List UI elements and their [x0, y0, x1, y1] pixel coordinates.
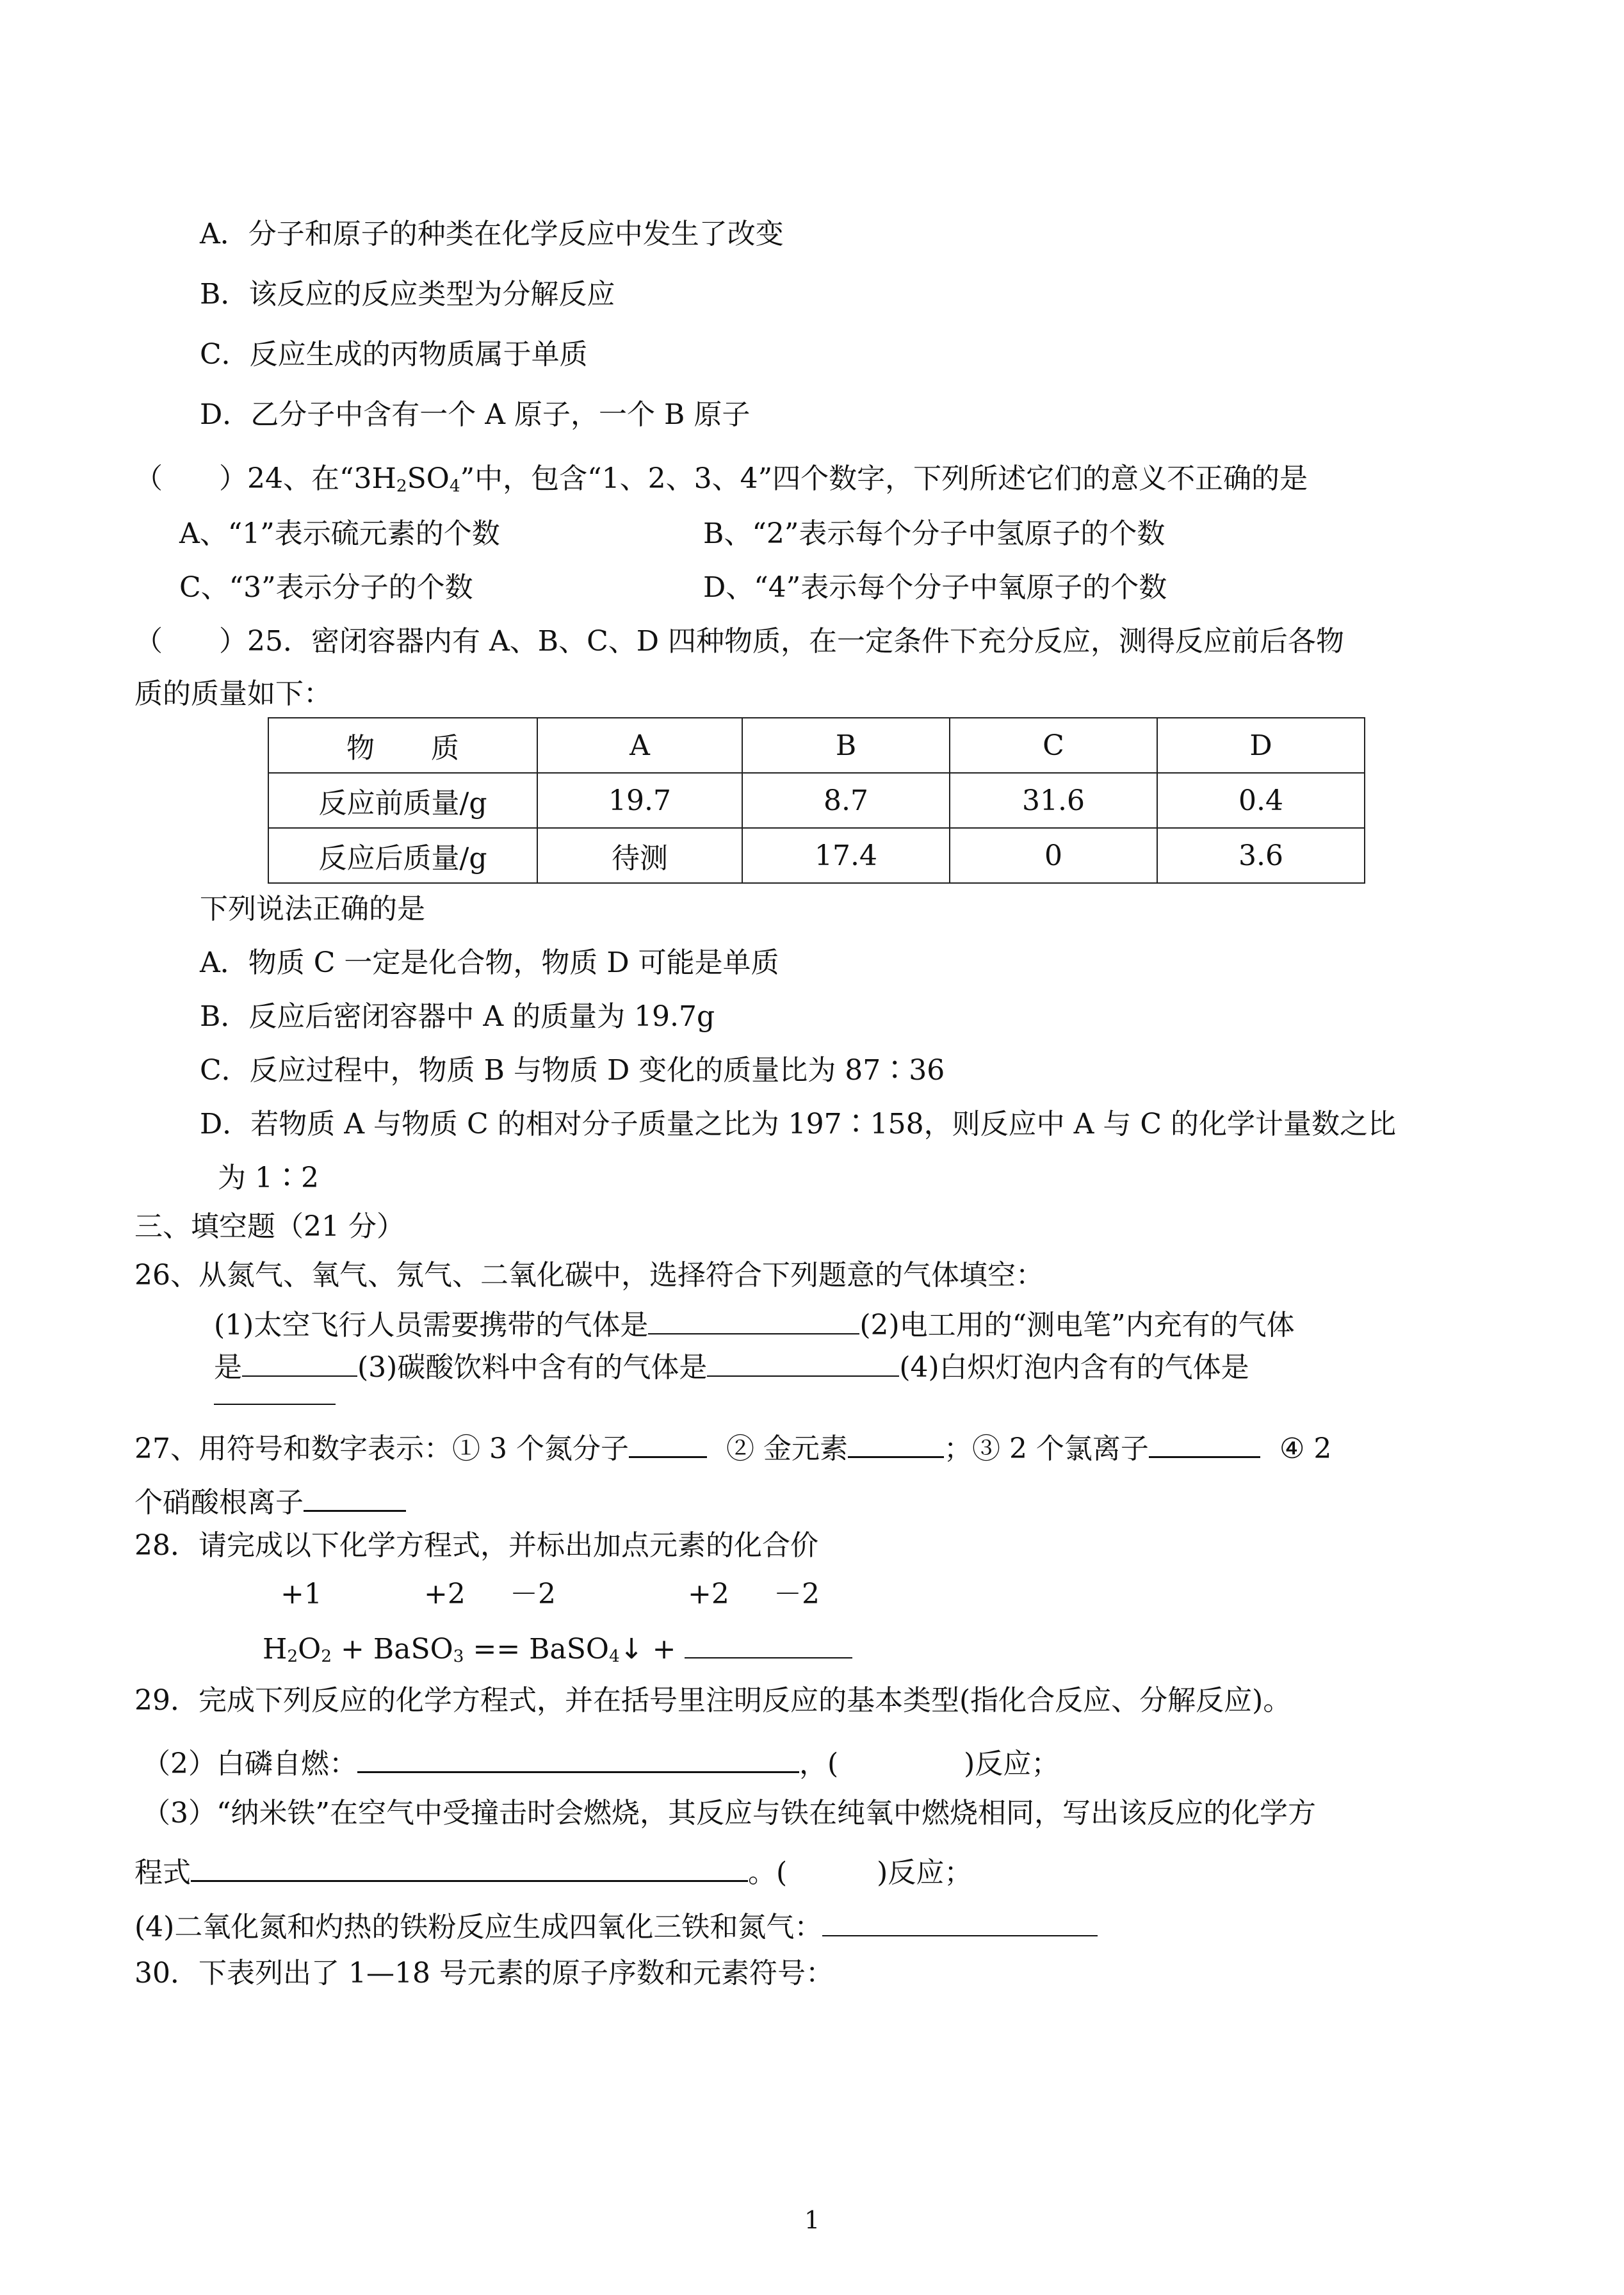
q25-prompt: 下列说法正确的是	[200, 893, 425, 925]
q27-line2: 个硝酸根离子	[134, 1483, 406, 1517]
table-row	[268, 773, 1365, 828]
q29-stem: 29．完成下列反应的化学方程式，并在括号里注明反应的基本类型(指化合反应、分解反应)。	[134, 1684, 1292, 1717]
table-header-cell: 物 质	[268, 718, 537, 773]
q25-option-d-line2: 为 1∶2	[218, 1162, 319, 1194]
q25-option-c: C．反应过程中，物质 B 与物质 D 变化的质量比为 87∶36	[200, 1054, 945, 1087]
valence-ba: +2	[688, 1578, 729, 1610]
q30-stem: 30．下表列出了 1—18 号元素的原子序数和元素符号：	[134, 1957, 834, 1990]
table-header-cell: C	[950, 718, 1157, 773]
q28-equation: $H_2O_2$ + BaSO$_3$ == BaSO$_4$↓ +	[263, 1630, 852, 1665]
q24-option-a: A、“1”表示硫元素的个数	[179, 517, 500, 550]
table-cell: 17.4	[742, 828, 950, 883]
table-cell: 反应后质量/g	[268, 828, 537, 883]
answer-blank[interactable]	[629, 1429, 707, 1458]
q25-option-b: B．反应后密闭容器中 A 的质量为 19.7g	[200, 1000, 715, 1033]
q28-stem: 28．请完成以下化学方程式，并标出加点元素的化合价	[134, 1529, 818, 1562]
table-header-row	[268, 718, 1365, 773]
answer-blank[interactable]	[822, 1908, 1098, 1936]
answer-bracket: （ ）	[134, 625, 247, 658]
q25-stem-line2: 质的质量如下：	[134, 677, 332, 710]
answer-blank[interactable]	[685, 1630, 852, 1658]
answer-blank[interactable]	[242, 1349, 357, 1377]
q25-option-a: A．物质 C 一定是化合物，物质 D 可能是单质	[200, 946, 779, 979]
q29-part4: (4)二氧化氮和灼热的铁粉反应生成四氧化三铁和氮气：	[134, 1908, 1098, 1942]
section-title: 三、填空题（21 分）	[134, 1210, 405, 1243]
q23-option-c: C．反应生成的丙物质属于单质	[200, 338, 588, 371]
answer-blank[interactable]	[357, 1744, 799, 1773]
table-cell: 0	[950, 828, 1157, 883]
table-cell: 反应前质量/g	[268, 773, 537, 828]
answer-blank[interactable]	[848, 1429, 944, 1458]
q24-option-c: C、“3”表示分子的个数	[179, 571, 473, 604]
q29-part3-line1: （3）“纳米铁”在空气中受撞击时会燃烧，其反应与铁在纯氧中燃烧相同，写出该反应的化学方	[142, 1797, 1316, 1829]
table-row	[268, 828, 1365, 883]
q25-stem-line1: （ ）25．密闭容器内有 A、B、C、D 四种物质，在一定条件下充分反应，测得反应前后各物	[134, 625, 1345, 658]
q26-stem: 26、从氮气、氧气、氖气、二氧化碳中，选择符合下列题意的气体填空：	[134, 1259, 1044, 1292]
q25-option-d-line1: D．若物质 A 与物质 C 的相对分子质量之比为 197∶158，则反应中 A 与 C 的化学计量数之比	[200, 1108, 1396, 1140]
table-header-cell: D	[1157, 718, 1365, 773]
answer-blank[interactable]	[214, 1377, 336, 1405]
answer-blank[interactable]	[1149, 1429, 1260, 1458]
answer-blank[interactable]	[304, 1483, 406, 1512]
answer-blank[interactable]	[191, 1853, 748, 1882]
table-cell: 0.4	[1157, 773, 1365, 828]
table-cell: 待测	[537, 828, 742, 883]
table-cell: 8.7	[742, 773, 950, 828]
q24-stem: （ ）24、在“$3H_2SO_4$”中，包含“1、2、3、4”四个数字，下列所述它们的意义不正确的是	[134, 462, 1308, 496]
q24-option-d: D、“4”表示每个分子中氧原子的个数	[703, 571, 1167, 604]
q27-line1: 27、用符号和数字表示：① 3 个氮分子 ② 金元素 ；③ 2 个氯离子 ④ 2	[134, 1429, 1331, 1463]
valence-ba: +2	[424, 1578, 466, 1610]
q26-line1: (1)太空飞行人员需要携带的气体是 (2)电工用的“测电笔”内充有的气体	[214, 1306, 1295, 1340]
valence-o: －2	[774, 1578, 820, 1610]
answer-blank[interactable]	[707, 1349, 899, 1377]
table-header-cell: A	[537, 718, 742, 773]
valence-h: +1	[280, 1578, 322, 1610]
q26-line2: 是 (3)碳酸饮料中含有的气体是 (4)白炽灯泡内含有的气体是	[214, 1349, 1249, 1382]
valence-o: －2	[510, 1578, 556, 1610]
table-header-cell: B	[742, 718, 950, 773]
mass-table	[268, 717, 1365, 884]
q23-option-a: A．分子和原子的种类在化学反应中发生了改变	[200, 218, 784, 250]
page-number: 1	[804, 2206, 820, 2234]
q23-option-b: B．该反应的反应类型为分解反应	[200, 278, 615, 311]
q29-part3-line2: 程式 。( )反应；	[134, 1853, 972, 1887]
q29-part2: （2）白磷自燃： ，( )反应；	[142, 1744, 1059, 1778]
down-arrow-icon: ↓	[619, 1632, 644, 1666]
table-cell: 31.6	[950, 773, 1157, 828]
table-cell: 19.7	[537, 773, 742, 828]
table-cell: 3.6	[1157, 828, 1365, 883]
q24-option-b: B、“2”表示每个分子中氢原子的个数	[703, 517, 1165, 550]
answer-bracket: （ ）	[134, 462, 247, 495]
q23-option-d: D．乙分子中含有一个 A 原子，一个 B 原子	[200, 398, 751, 431]
answer-blank[interactable]	[648, 1306, 859, 1334]
